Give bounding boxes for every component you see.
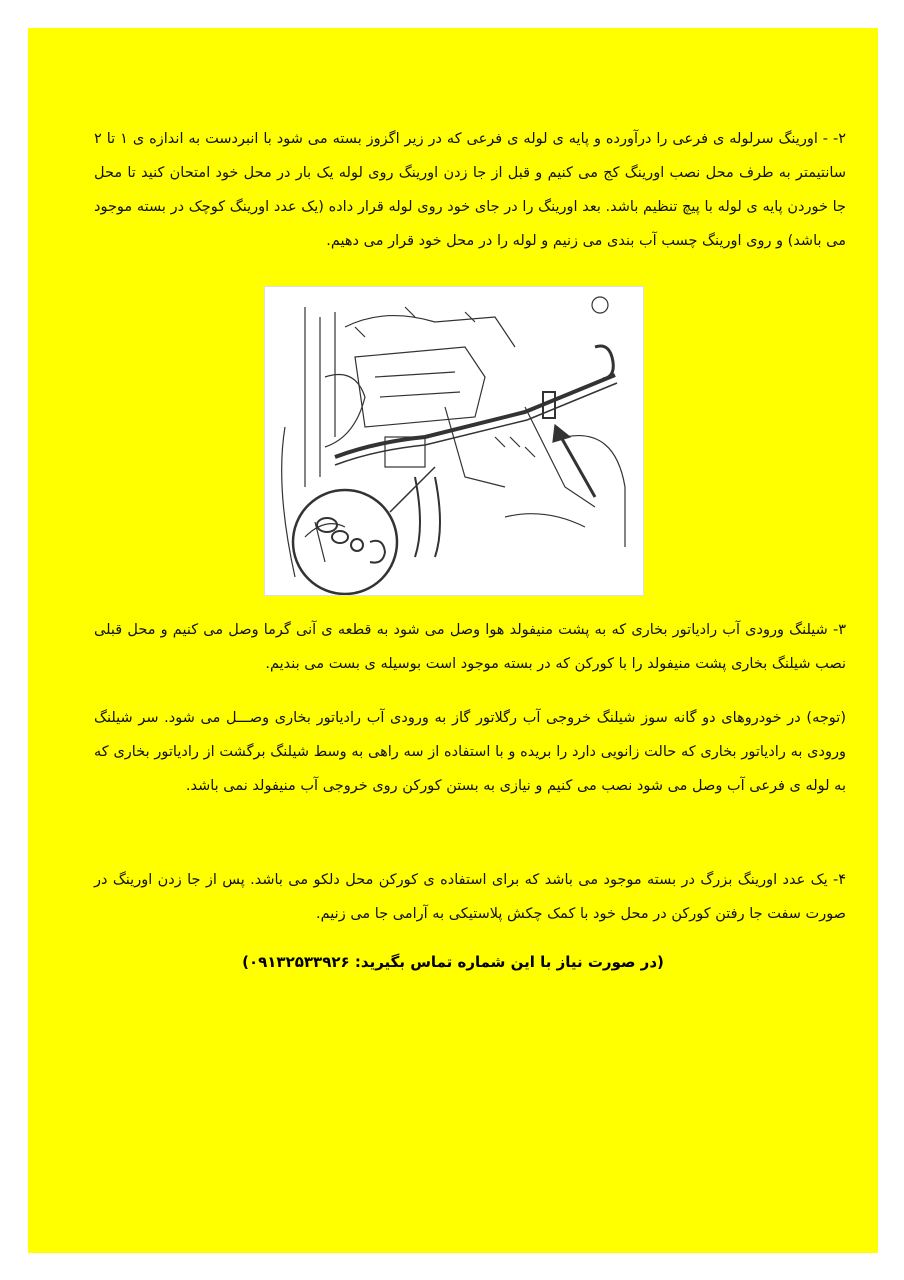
engine-pipe-diagram-icon: [265, 287, 643, 595]
paragraph-note: (توجه) در خودروهای دو گانه سوز شیلنگ خروجی آب رگلاتور گاز به ورودی آب رادیاتور بخاری وصـــل می شود. سر شیلنگ ورودی به رادیاتور بخاری که حالت زانویی دارد را بریده و با استفاده از سه راهی به وسط شیلنگ برگشت از رادیاتور بخاری که به لوله ی فرعی آب وصل می شود نصب می کنیم و نیازی به بستن کورکن روی خروجی آب منیفولد نمی باشد.: [94, 710, 846, 794]
paragraph-step-4: ۴- یک عدد اورینگ بزرگ در بسته موجود می باشد که برای استفاده ی کورکن محل دلکو می باشد. پس از جا زدن اورینگ در صورت سفت جا رفتن کورکن در محل خود با کمک چکش پلاستیکی به آرامی جا می زنیم.: [94, 872, 846, 922]
contact-phone-line: (در صورت نیاز با این شماره تماس بگیرید: ۰۹۱۳۲۵۳۳۹۲۶): [242, 953, 664, 971]
engine-diagram-image: [264, 286, 644, 596]
paragraph-step-3: ۳- شیلنگ ورودی آب رادیاتور بخاری که به پشت منیفولد هوا وصل می شود به قطعه ی آنی گرما وصل می کنیم و محل قبلی نصب شیلنگ بخاری پشت منیفولد را با کورکن که در بسته موجود است بوسیله ی بست می بندیم.: [94, 622, 846, 672]
paragraph-step-2: ۲- - اورینگ سرلوله ی فرعی را درآورده و پایه ی لوله ی فرعی که در زیر اگزوز بسته می شود با انبردست به اندازه ی ۱ تا ۲ سانتیمتر به طرف محل نصب اورینگ کج می کنیم و قبل از جا زدن اورینگ روی لوله یک بار در محل خود امتحان کنید تا محل جا خوردن پایه ی لوله با پیچ تنظیم باشد. بعد اورینگ را در جای خود روی لوله قرار داده (یک عدد اورینگ کوچک در بسته موجود می باشد) و روی اورینگ چسب آب بندی می زنیم و لوله را در محل خود قرار می دهیم.: [94, 131, 847, 249]
document-page: [28, 28, 878, 1253]
